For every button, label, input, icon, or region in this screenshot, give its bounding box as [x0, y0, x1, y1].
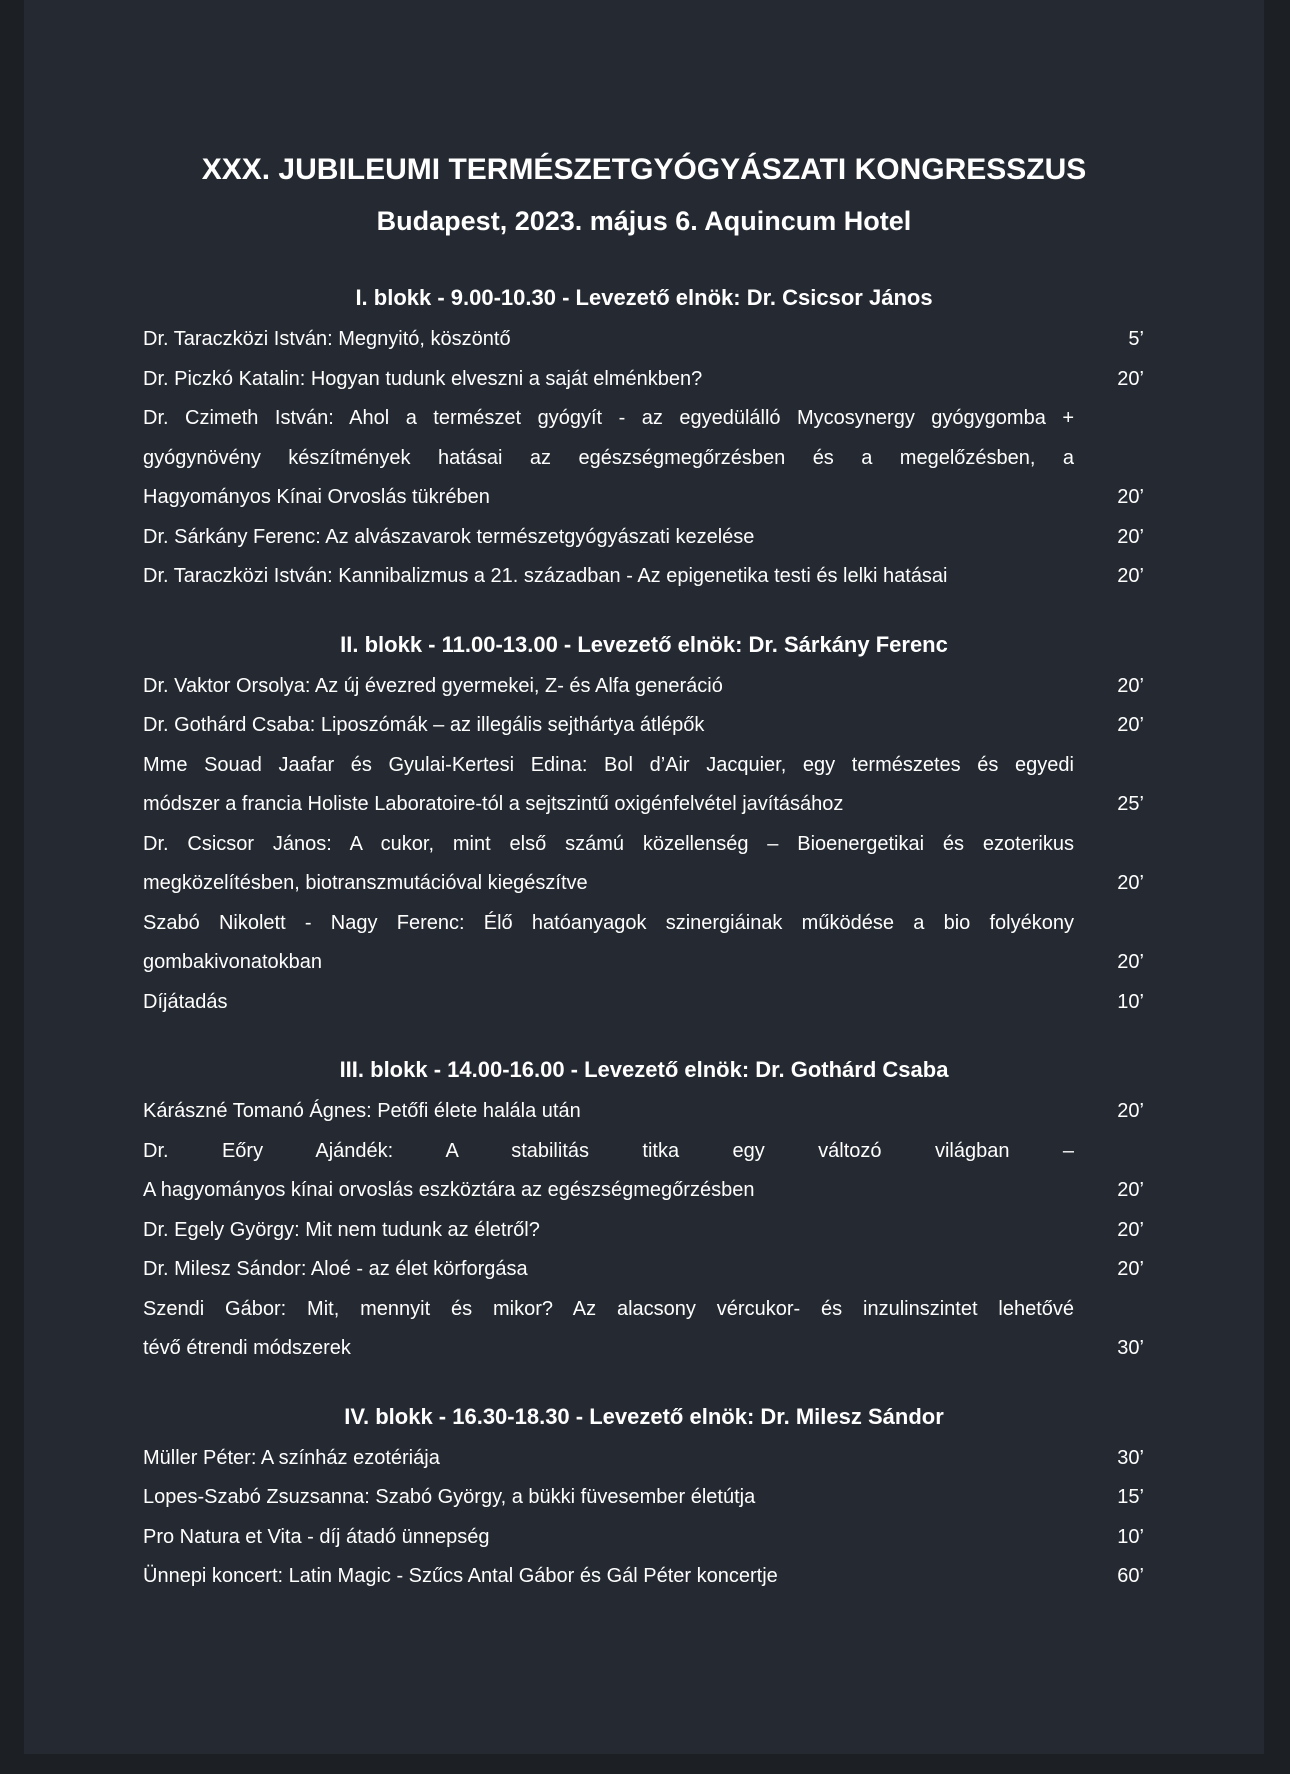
program-item-title	[143, 399, 1144, 518]
program-item-duration: 60’	[1117, 1565, 1144, 1587]
program-blocks	[24, 280, 1264, 1597]
program-item-line: Mme Souad Jaafar és Gyulai-Kertesi Edina: Bol d’Air Jacquier, egy természetes és egyedi	[143, 753, 1074, 776]
program-item-duration: 30’	[1117, 1446, 1144, 1469]
program-item-duration: 5’	[1128, 328, 1144, 350]
program-item-title	[143, 1290, 1144, 1369]
program-item-line: Szabó Nikolett - Nagy Ferenc: Élő hatóanyagok szinergiáinak működése a bio folyékony	[143, 911, 1074, 934]
program-item	[143, 320, 1144, 360]
program-item-line: Dr. Milesz Sándor: Aloé - az élet körforgása	[143, 1258, 528, 1280]
program-item-line: Dr. Csicsor János: A cukor, mint első számú közellenség – Bioenergetikai és ezoterikus	[143, 832, 1074, 855]
program-item	[143, 1518, 1144, 1558]
program-item-duration: 10’	[1117, 990, 1144, 1013]
program-item-duration: 30’	[1117, 1337, 1144, 1359]
program-item-line: A hagyományos kínai orvoslás eszköztára az egészségmegőrzésben	[143, 1179, 755, 1201]
program-item-line: Dr. Taraczközi István: Megnyitó, köszöntő	[143, 328, 511, 350]
program-item-title	[143, 1132, 1144, 1211]
program-item	[143, 399, 1144, 518]
program-item-duration: 20’	[1117, 1179, 1144, 1201]
program-item-line: megközelítésben, biotranszmutációval kiegészítve	[143, 872, 588, 894]
program-item-duration: 20’	[1117, 872, 1144, 894]
program-item-line: gombakivonatokban	[143, 951, 323, 973]
program-block	[24, 627, 1264, 1023]
program-item-title	[143, 825, 1144, 904]
program-item-line: Dr. Eőry Ajándék: A stabilitás titka egy változó világban –	[143, 1139, 1074, 1162]
program-item-line: Dr. Czimeth István: Ahol a természet gyógyít - az egyedülálló Mycosynergy gyógygomba +	[143, 407, 1074, 429]
program-item-duration: 20’	[1117, 714, 1144, 736]
program-item-line: Dr. Gothárd Csaba: Liposzómák – az illegális sejthártya átlépők	[143, 714, 705, 736]
program-item-line: Lopes-Szabó Zsuzsanna: Szabó György, a bükki füvesember életútja	[143, 1486, 756, 1508]
program-item-duration: 20’	[1117, 674, 1144, 697]
program-item-duration: 20’	[1117, 486, 1144, 508]
block-title: II. blokk - 11.00-13.00 - Levezető elnök: Dr. Sárkány Ferenc	[340, 631, 948, 657]
program-item-line: Dr. Egely György: Mit nem tudunk az életről?	[143, 1218, 540, 1241]
program-item	[143, 1092, 1144, 1132]
program-item	[143, 1211, 1144, 1251]
program-item	[143, 1439, 1144, 1479]
program-item-title	[143, 557, 1144, 597]
program-item-title	[143, 983, 1144, 1023]
program-item	[143, 518, 1144, 558]
block-title: IV. blokk - 16.30-18.30 - Levezető elnök: Dr. Milesz Sándor	[344, 1403, 944, 1429]
program-item-title	[143, 1250, 1144, 1290]
program-item-line: Szendi Gábor: Mit, mennyit és mikor? Az alacsony vércukor- és inzulinszintet lehetővé	[143, 1297, 1074, 1320]
program-item-title	[143, 1557, 1144, 1597]
program-item	[143, 746, 1144, 825]
block-title: I. blokk - 9.00-10.30 - Levezető elnök: Dr. Csicsor János	[355, 285, 933, 310]
program-item	[143, 667, 1144, 707]
program-item-line: Müller Péter: A színház ezotériája	[143, 1446, 440, 1469]
program-item-duration: 20’	[1117, 367, 1144, 390]
block-title: III. blokk - 14.00-16.00 - Levezető elnök: Dr. Gothárd Csaba	[339, 1057, 949, 1082]
program-item-line: Ünnepi koncert: Latin Magic - Szűcs Antal Gábor és Gál Péter koncertje	[143, 1565, 778, 1587]
program-item-line: tévő étrendi módszerek	[143, 1337, 351, 1359]
program-item-title	[143, 1092, 1144, 1132]
program-item-line: módszer a francia Holiste Laboratoire-tól a sejtszintű oxigénfelvétel javításához	[143, 793, 844, 815]
program-item-line: Dr. Taraczközi István: Kannibalizmus a 21. században - Az epigenetika testi és lelki hatásai	[143, 565, 948, 587]
program-item	[143, 1132, 1144, 1211]
program-item	[143, 1290, 1144, 1369]
program-item-line: gyógynövény készítmények hatásai az egészségmegőrzésben és a megelőzésben, a	[143, 446, 1074, 469]
program-item-duration: 10’	[1117, 1525, 1144, 1548]
program-document	[24, 0, 1264, 1754]
program-item	[143, 557, 1144, 597]
program-item-title	[143, 706, 1144, 746]
program-item-title	[143, 360, 1144, 400]
program-item-line: Dr. Piczkó Katalin: Hogyan tudunk elveszni a saját elménkben?	[143, 367, 703, 390]
page-title: XXX. JUBILEUMI TERMÉSZETGYÓGYÁSZATI KONGRESSZUS	[201, 153, 1087, 186]
program-item-duration: 15’	[1117, 1486, 1144, 1508]
program-item-duration: 20’	[1117, 1218, 1144, 1241]
program-item-duration: 20’	[1117, 525, 1144, 548]
program-item-line: Pro Natura et Vita - díj átadó ünnepség	[143, 1525, 490, 1548]
program-item-line: Hagyományos Kínai Orvoslás tükrében	[143, 486, 490, 508]
program-item-duration: 20’	[1117, 951, 1144, 973]
program-item-title	[143, 1518, 1144, 1558]
program-item	[143, 904, 1144, 983]
program-item-title	[143, 1478, 1144, 1518]
program-item-line: Díjátadás	[143, 990, 228, 1013]
program-item-title	[143, 1439, 1144, 1479]
program-item	[143, 1250, 1144, 1290]
program-item-duration: 20’	[1117, 1258, 1144, 1280]
program-item-title	[143, 904, 1144, 983]
program-item	[143, 1478, 1144, 1518]
program-block	[24, 1399, 1264, 1597]
program-item-duration: 25’	[1117, 793, 1144, 815]
program-item-title	[143, 746, 1144, 825]
program-item	[143, 706, 1144, 746]
program-item-title	[143, 320, 1144, 360]
program-item	[143, 825, 1144, 904]
program-item-line: Dr. Sárkány Ferenc: Az alvászavarok természetgyógyászati kezelése	[143, 525, 755, 548]
program-item-duration: 20’	[1117, 565, 1144, 587]
program-item-title	[143, 518, 1144, 558]
program-item	[143, 360, 1144, 400]
program-item-title	[143, 667, 1144, 707]
program-item-line: Kárászné Tomanó Ágnes: Petőfi élete halála után	[143, 1100, 581, 1122]
program-item	[143, 983, 1144, 1023]
page-subtitle: Budapest, 2023. május 6. Aquincum Hotel	[376, 206, 912, 236]
program-item-title	[143, 1211, 1144, 1251]
program-block	[24, 1052, 1264, 1369]
program-item	[143, 1557, 1144, 1597]
program-block	[24, 280, 1264, 597]
program-item-duration: 20’	[1117, 1100, 1144, 1122]
program-item-line: Dr. Vaktor Orsolya: Az új évezred gyermekei, Z- és Alfa generáció	[143, 674, 723, 697]
